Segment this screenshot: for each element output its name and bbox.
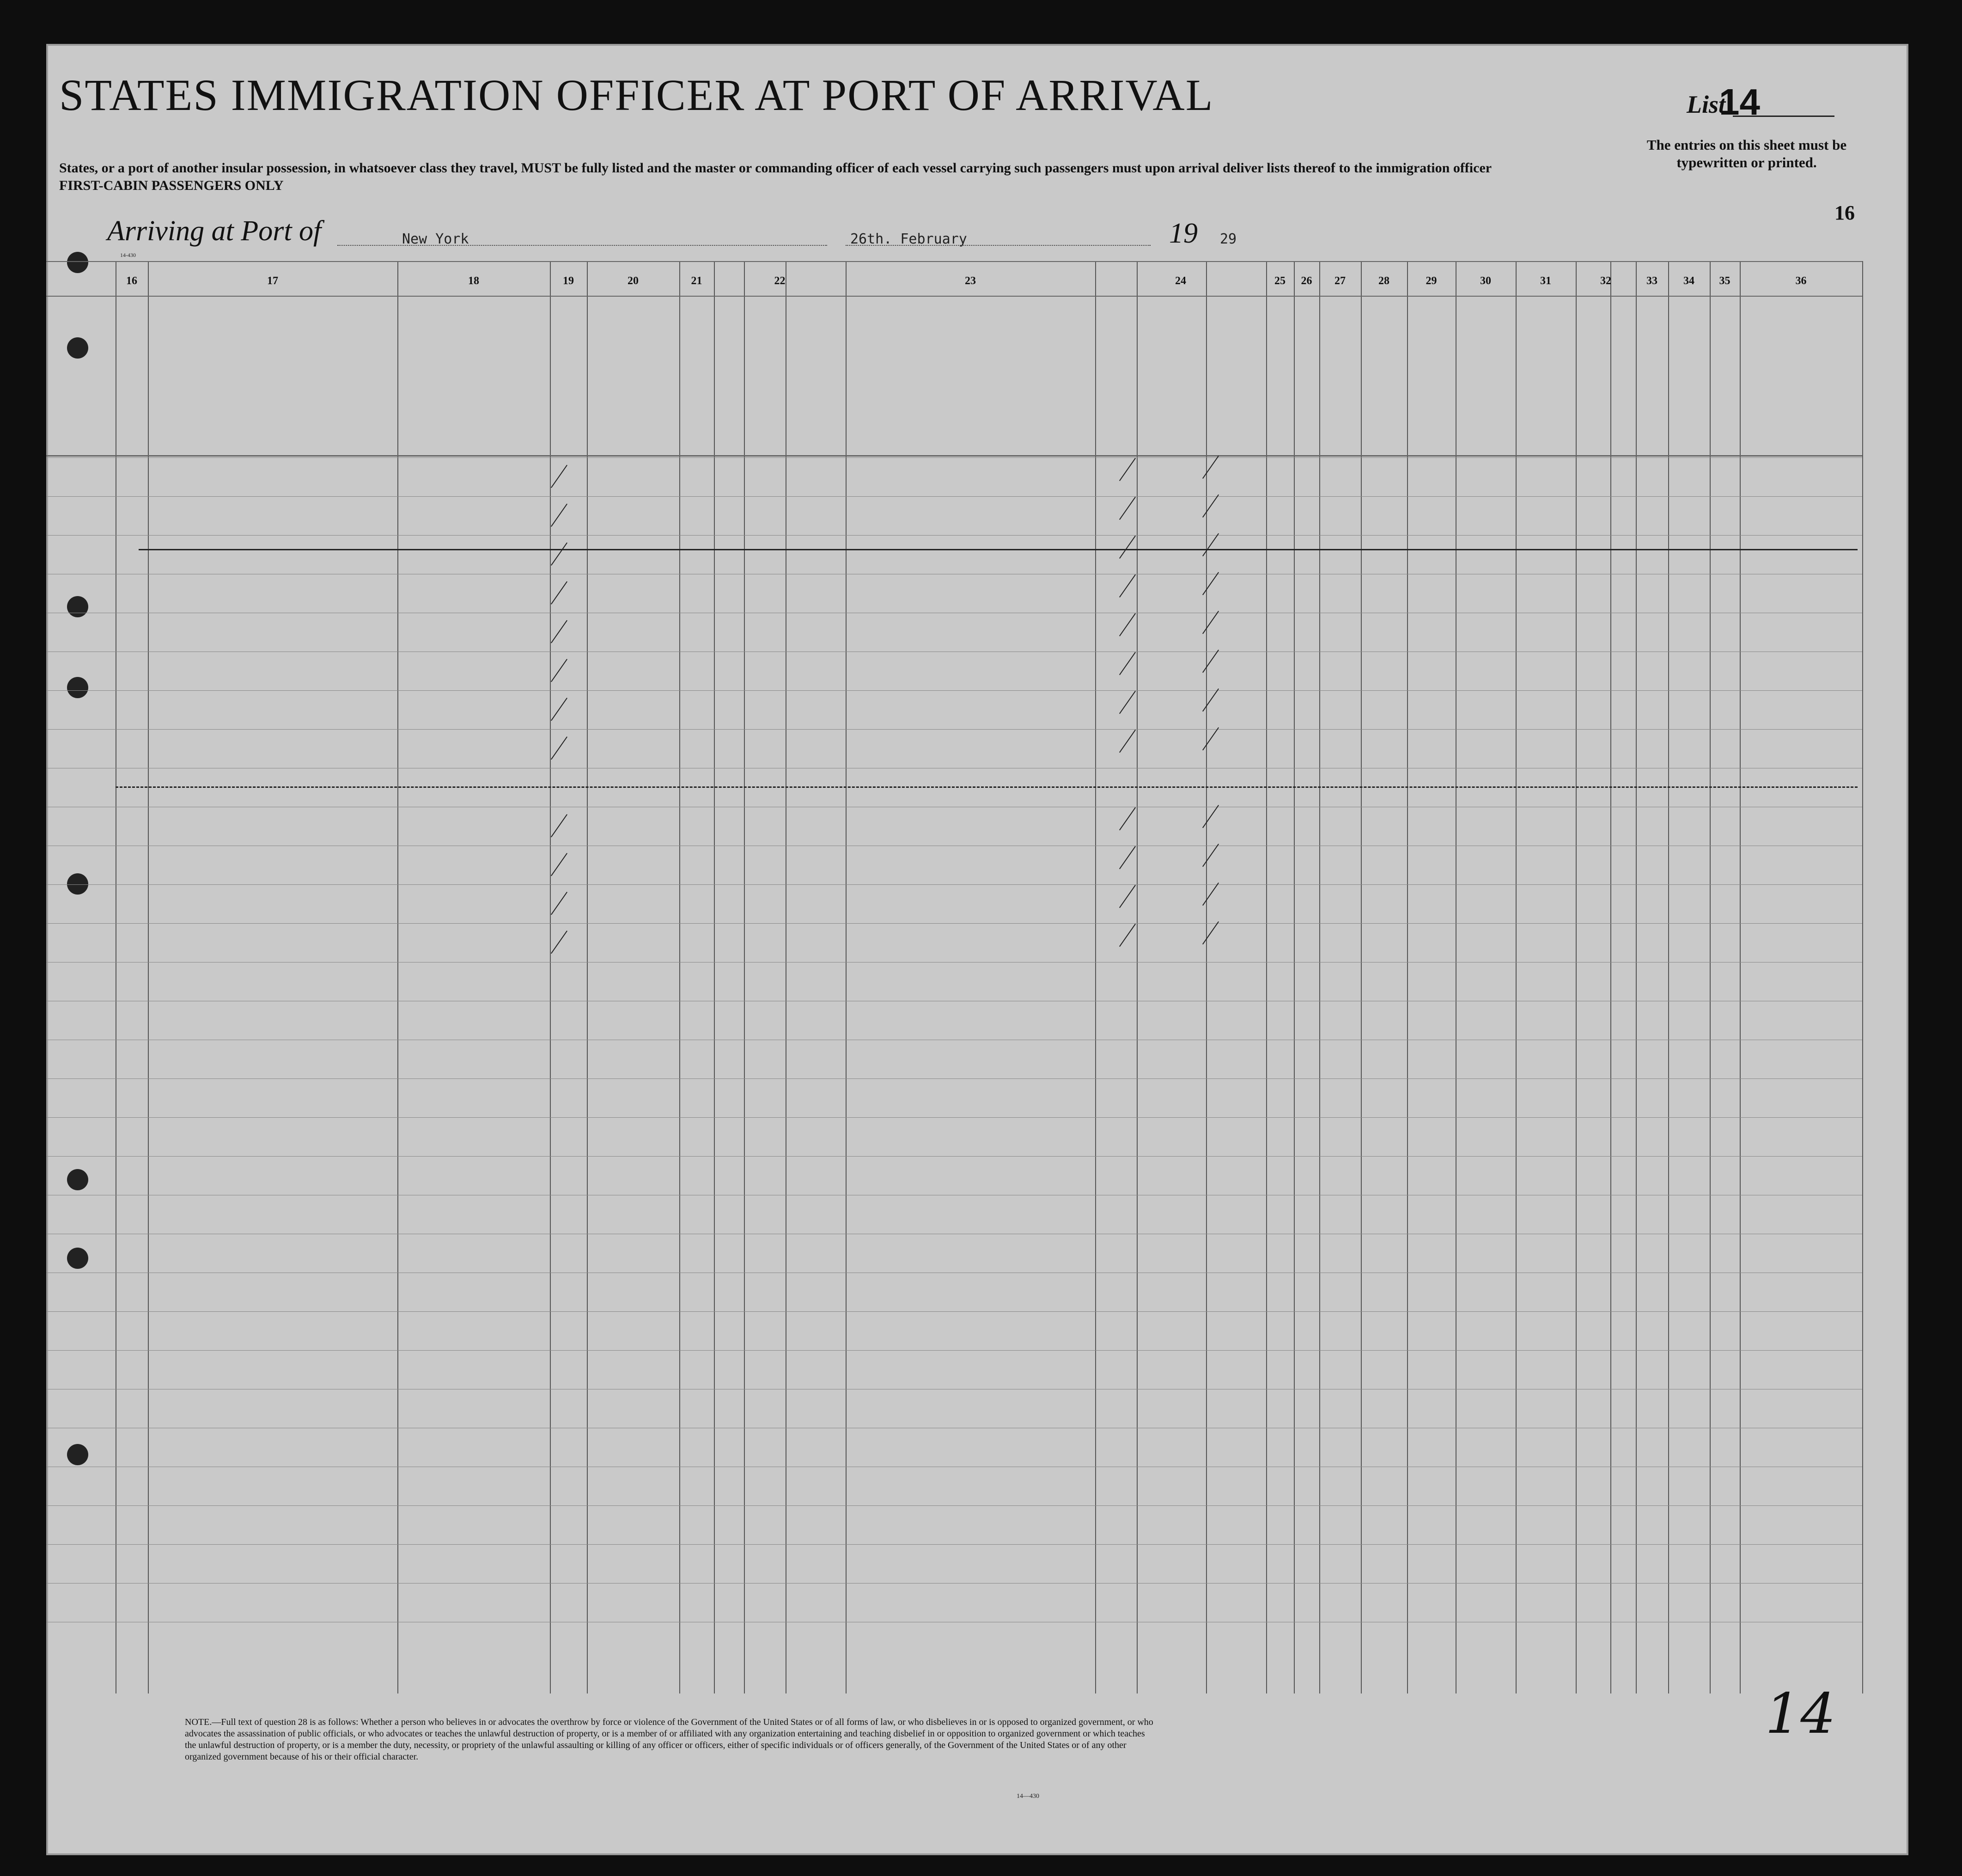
row-rule <box>46 923 1862 924</box>
column-rule <box>1294 261 1295 1693</box>
column-rule <box>1710 261 1711 1693</box>
column-rule <box>1668 261 1669 1693</box>
column-rule <box>1407 261 1408 1693</box>
column-header-if-yes <box>746 370 844 384</box>
column-number: 19 <box>563 275 574 287</box>
column-number: 21 <box>691 275 702 287</box>
arriving-label: Arriving at Port of <box>107 215 322 247</box>
column-number: 16 <box>126 275 137 287</box>
page-title: STATES IMMIGRATION OFFICER AT PORT OF ARRIVAL <box>59 70 1214 120</box>
manifest-sheet <box>46 44 1908 1855</box>
column-number: 25 <box>1274 275 1286 287</box>
column-header-join-relative <box>847 356 1093 420</box>
column-rule <box>1361 261 1362 1693</box>
column-rule <box>1319 261 1320 1693</box>
column-header-feet <box>1638 416 1666 434</box>
page-number: 14 <box>1765 1682 1836 1746</box>
instructions <box>59 159 1538 195</box>
list-underline <box>1733 116 1834 117</box>
punch-hole <box>67 337 88 359</box>
column-number: 31 <box>1540 275 1551 287</box>
column-number: 18 <box>468 275 479 287</box>
column-header-prison <box>1268 305 1292 453</box>
column-rule <box>148 261 149 1693</box>
row-rule <box>46 1505 1862 1506</box>
row-rule <box>46 1583 1862 1584</box>
column-number: 27 <box>1334 275 1346 287</box>
column-header-eyes <box>1772 407 1796 425</box>
dashed-row-9 <box>116 786 1858 788</box>
row-rule <box>46 1117 1862 1118</box>
column-header-marks <box>1799 379 1860 407</box>
punch-hole <box>67 1248 88 1269</box>
column-header-no-on-list <box>117 342 146 411</box>
sheet-number: 16 <box>1834 201 1855 224</box>
column-number: 20 <box>628 275 639 287</box>
column-header-money <box>681 305 712 453</box>
row-rule <box>46 1078 1862 1079</box>
column-number-rule <box>46 296 1862 297</box>
column-rule <box>1740 261 1741 1693</box>
column-number: 22 <box>774 275 786 287</box>
column-rule <box>1576 261 1577 1693</box>
column-header-purpose-length <box>1139 328 1204 453</box>
column-header-year-period <box>746 397 784 448</box>
column-number: 23 <box>965 275 976 287</box>
date-value: 26th. February <box>850 231 967 247</box>
column-header-final-destination-note <box>399 333 548 347</box>
column-header-purpose <box>1097 310 1264 323</box>
column-header-q30 <box>1457 305 1514 453</box>
column-rule <box>1636 261 1637 1693</box>
column-rule <box>714 261 715 1693</box>
column-header-before-us <box>716 310 844 360</box>
header-bottom-rule <box>46 455 1862 457</box>
column-rule <box>587 261 588 1693</box>
column-number: 28 <box>1378 275 1389 287</box>
column-header-state <box>399 388 465 407</box>
column-rule <box>846 261 847 1693</box>
punch-hole <box>67 252 88 273</box>
list-label: List <box>1687 91 1726 118</box>
form-code: 14-430 <box>120 252 136 258</box>
strike-row-3 <box>139 549 1858 550</box>
list-note: The entries on this sheet must be typewritten or printed. <box>1646 137 1847 171</box>
column-rule <box>397 261 398 1693</box>
column-number: 33 <box>1646 275 1657 287</box>
punch-hole <box>67 873 88 895</box>
column-header-ticket <box>552 305 585 453</box>
row-rule <box>46 690 1862 691</box>
row-rule <box>46 1311 1862 1312</box>
port-value: New York <box>402 231 469 247</box>
column-header-relative-abroad <box>150 344 396 400</box>
column-rule <box>1137 261 1138 1693</box>
column-rule <box>1516 261 1517 1693</box>
column-header-q28 <box>1363 305 1405 453</box>
column-header-complexion <box>1712 370 1738 411</box>
column-header-color-of <box>1742 333 1786 351</box>
column-header-city <box>469 388 548 407</box>
column-header-health <box>1517 342 1574 425</box>
column-rule <box>1266 261 1267 1693</box>
column-header-purpose-citizen <box>1208 328 1264 453</box>
column-number: 17 <box>267 275 278 287</box>
column-number: 35 <box>1719 275 1730 287</box>
column-rule <box>1095 261 1096 1693</box>
instructions-text: States, or a port of another insular possession, in whatsoever class they travel, MUST be fully listed and the master or commanding officer of each vessel carrying such passengers must upon arrival deliver lists thereof to the immigration officer <box>59 160 1492 176</box>
punch-hole <box>67 1169 88 1190</box>
row-rule <box>46 1350 1862 1351</box>
row-rule <box>46 884 1862 885</box>
column-header-inches <box>1670 416 1708 434</box>
column-header-q29 <box>1409 305 1454 453</box>
footnote: NOTE.—Full text of question 28 is as follows: Whether a person who believes in or advocates the overthrow by force or violence of the Government of the United States or of all forms of law, or who disbelieves in or is opposed to organized government, or who advocates the assassination of public officials, or who advocates or teaches the unlawful destruction of property, or is a member of or affiliated with any organization entertaining and teaching disbelief in or opposition to organized government or which teaches the unlawful destruction of property, or is a member the duty, necessity, or propriety of the unlawful assaulting or killing of any officer or officers, either of specific individuals or of officers generally, of the Government of the United States or of any other organized government because of his or their official character. <box>185 1717 1153 1762</box>
column-number: 26 <box>1301 275 1312 287</box>
column-rule <box>744 261 745 1693</box>
column-number: 34 <box>1683 275 1694 287</box>
column-header-height <box>1638 333 1666 351</box>
column-number: 30 <box>1480 275 1491 287</box>
punch-hole <box>67 1444 88 1465</box>
year-prefix: 19 <box>1169 218 1198 249</box>
column-header-purpose-return <box>1097 328 1135 453</box>
column-header-deformed <box>1578 342 1634 434</box>
row-rule <box>46 457 1862 458</box>
column-header-yes-no <box>716 384 742 425</box>
column-number: 36 <box>1795 275 1807 287</box>
row-rule <box>46 1544 1862 1545</box>
column-header-passage-paid-note <box>589 365 677 444</box>
list-number: 14 <box>1719 81 1760 122</box>
column-rule <box>1610 261 1611 1693</box>
column-rule <box>1862 261 1863 1693</box>
row-rule <box>46 1156 1862 1157</box>
row-rule <box>46 535 1862 536</box>
footnote-code: 14—430 <box>1017 1793 1039 1800</box>
column-rule <box>550 261 551 1693</box>
column-header-where <box>787 407 844 425</box>
column-number: 32 <box>1600 275 1611 287</box>
column-header-hair <box>1742 407 1768 425</box>
column-header-polygamist <box>1296 305 1317 453</box>
class-note: FIRST-CABIN PASSENGERS ONLY <box>59 178 284 193</box>
punch-hole <box>67 596 88 617</box>
table-top-rule <box>46 261 1862 262</box>
column-rule <box>1206 261 1207 1693</box>
column-header-passage-paid <box>589 323 677 351</box>
column-rule <box>679 261 680 1693</box>
column-header-anarchist <box>1321 305 1359 453</box>
column-number: 29 <box>1426 275 1437 287</box>
row-rule <box>46 729 1862 730</box>
punch-hole <box>67 677 88 698</box>
row-rule <box>46 496 1862 497</box>
column-number: 24 <box>1175 275 1186 287</box>
year-suffix: 29 <box>1220 231 1237 247</box>
